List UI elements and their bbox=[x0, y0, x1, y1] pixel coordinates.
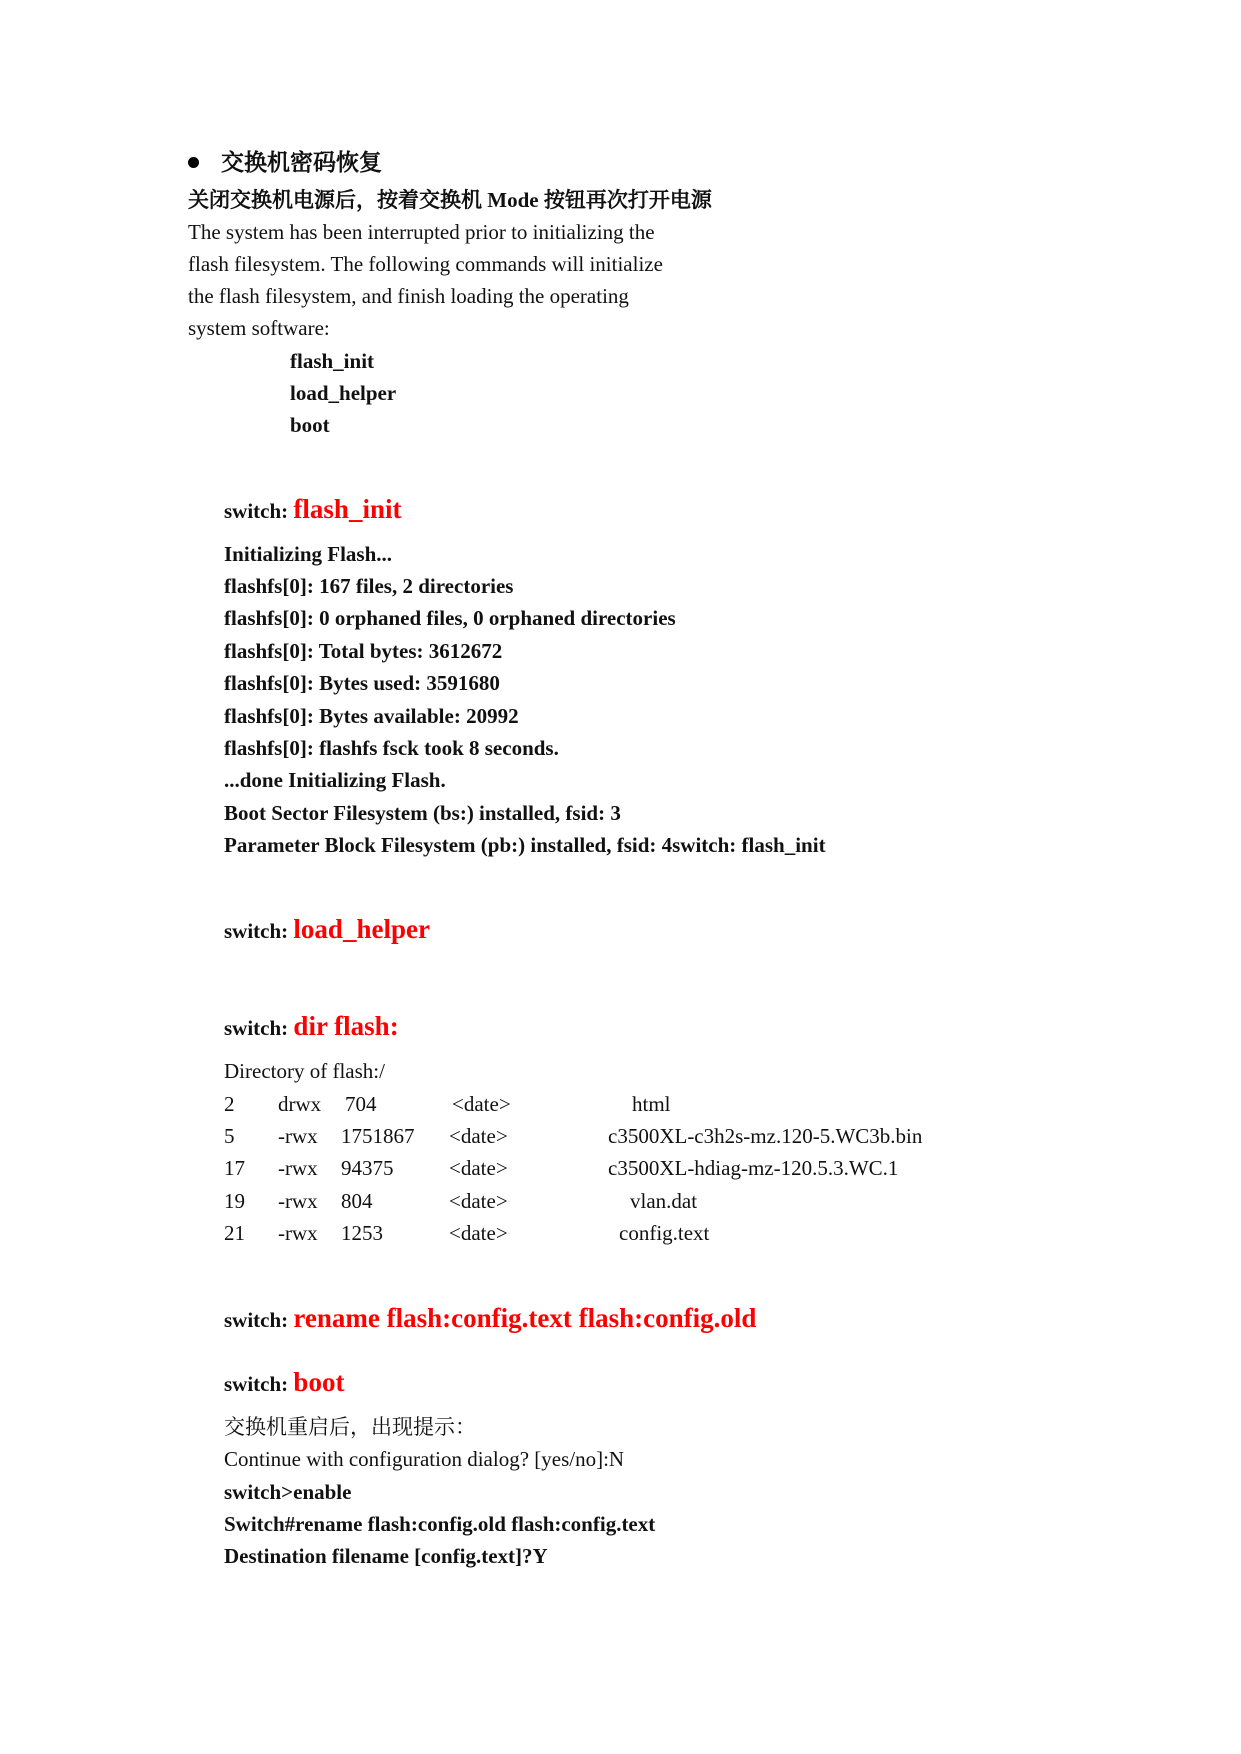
file-size: 804 bbox=[341, 1189, 373, 1213]
section-heading bbox=[188, 150, 382, 176]
instruction-line: 关闭交换机电源后，按着交换机 Mode 按钮再次打开电源 bbox=[188, 188, 712, 212]
file-date: <date> bbox=[449, 1189, 508, 1213]
prompt: switch: bbox=[224, 499, 294, 523]
destination-filename-line: Destination filename [config.text]?Y bbox=[224, 1544, 548, 1568]
command-text: load_helper bbox=[293, 914, 430, 944]
indented-cmd-1: flash_init bbox=[290, 349, 375, 373]
file-number: 21 bbox=[224, 1221, 245, 1245]
command-rename bbox=[224, 1301, 756, 1337]
indented-cmd-2: load_helper bbox=[290, 381, 397, 405]
file-number: 2 bbox=[224, 1092, 235, 1116]
file-size: 1253 bbox=[341, 1221, 383, 1245]
file-date: <date> bbox=[449, 1156, 508, 1180]
intro-line-3: the flash filesystem, and finish loading the operating bbox=[188, 284, 629, 308]
intro-line-2: flash filesystem. The following commands will initialize bbox=[188, 252, 663, 276]
flash-output-line: Boot Sector Filesystem (bs:) installed, fsid: 3 bbox=[224, 801, 621, 825]
file-size: 704 bbox=[345, 1092, 377, 1116]
reboot-note: 交换机重启后，出现提示： bbox=[224, 1415, 476, 1439]
prompt: switch: bbox=[224, 1016, 294, 1040]
enable-command: switch>enable bbox=[224, 1480, 352, 1504]
file-name: html bbox=[632, 1092, 671, 1116]
file-name: vlan.dat bbox=[630, 1189, 698, 1213]
file-date: <date> bbox=[449, 1124, 508, 1148]
flash-output-line: flashfs[0]: Bytes used: 3591680 bbox=[224, 671, 500, 695]
file-permissions: -rwx bbox=[278, 1124, 318, 1148]
command-dir-flash bbox=[224, 1009, 399, 1045]
flash-output-line: Initializing Flash... bbox=[224, 542, 393, 566]
flash-output-line: Parameter Block Filesystem (pb:) installed, fsid: 4switch: flash_init bbox=[224, 833, 826, 857]
flash-output-line: flashfs[0]: 167 files, 2 directories bbox=[224, 574, 514, 598]
flash-output-line: ...done Initializing Flash. bbox=[224, 768, 446, 792]
rename-back-command: Switch#rename flash:config.old flash:config.text bbox=[224, 1512, 656, 1536]
prompt: switch: bbox=[224, 919, 294, 943]
flash-output-line: flashfs[0]: 0 orphaned files, 0 orphaned directories bbox=[224, 606, 676, 630]
flash-output-line: flashfs[0]: flashfs fsck took 8 seconds. bbox=[224, 736, 559, 760]
bullet-icon bbox=[188, 157, 199, 168]
command-text: boot bbox=[293, 1367, 345, 1397]
file-permissions: drwx bbox=[278, 1092, 322, 1116]
file-date: <date> bbox=[449, 1221, 508, 1245]
directory-title: Directory of flash:/ bbox=[224, 1059, 385, 1083]
command-text: flash_init bbox=[293, 494, 402, 524]
file-number: 19 bbox=[224, 1189, 245, 1213]
file-permissions: -rwx bbox=[278, 1221, 318, 1245]
prompt: switch: bbox=[224, 1308, 294, 1332]
file-number: 5 bbox=[224, 1124, 235, 1148]
file-date: <date> bbox=[452, 1092, 511, 1116]
prompt: switch: bbox=[224, 1372, 294, 1396]
flash-output-line: flashfs[0]: Bytes available: 20992 bbox=[224, 704, 519, 728]
file-permissions: -rwx bbox=[278, 1156, 318, 1180]
command-text: rename flash:config.text flash:config.old bbox=[293, 1303, 757, 1333]
command-boot bbox=[224, 1365, 344, 1401]
flash-output-line: flashfs[0]: Total bytes: 3612672 bbox=[224, 639, 503, 663]
file-name: c3500XL-hdiag-mz-120.5.3.WC.1 bbox=[608, 1156, 899, 1180]
intro-line-4: system software: bbox=[188, 316, 330, 340]
command-load-helper bbox=[224, 912, 430, 948]
file-number: 17 bbox=[224, 1156, 245, 1180]
file-size: 94375 bbox=[341, 1156, 394, 1180]
section-title: 交换机密码恢复 bbox=[221, 150, 382, 175]
command-text: dir flash: bbox=[293, 1011, 399, 1041]
indented-cmd-3: boot bbox=[290, 413, 330, 437]
file-name: config.text bbox=[619, 1221, 710, 1245]
command-flash-init bbox=[224, 492, 401, 528]
file-size: 1751867 bbox=[341, 1124, 415, 1148]
file-name: c3500XL-c3h2s-mz.120-5.WC3b.bin bbox=[608, 1124, 923, 1148]
file-permissions: -rwx bbox=[278, 1189, 318, 1213]
config-dialog-prompt: Continue with configuration dialog? [yes/no]:N bbox=[224, 1447, 625, 1471]
intro-line-1: The system has been interrupted prior to initializing the bbox=[188, 220, 655, 244]
